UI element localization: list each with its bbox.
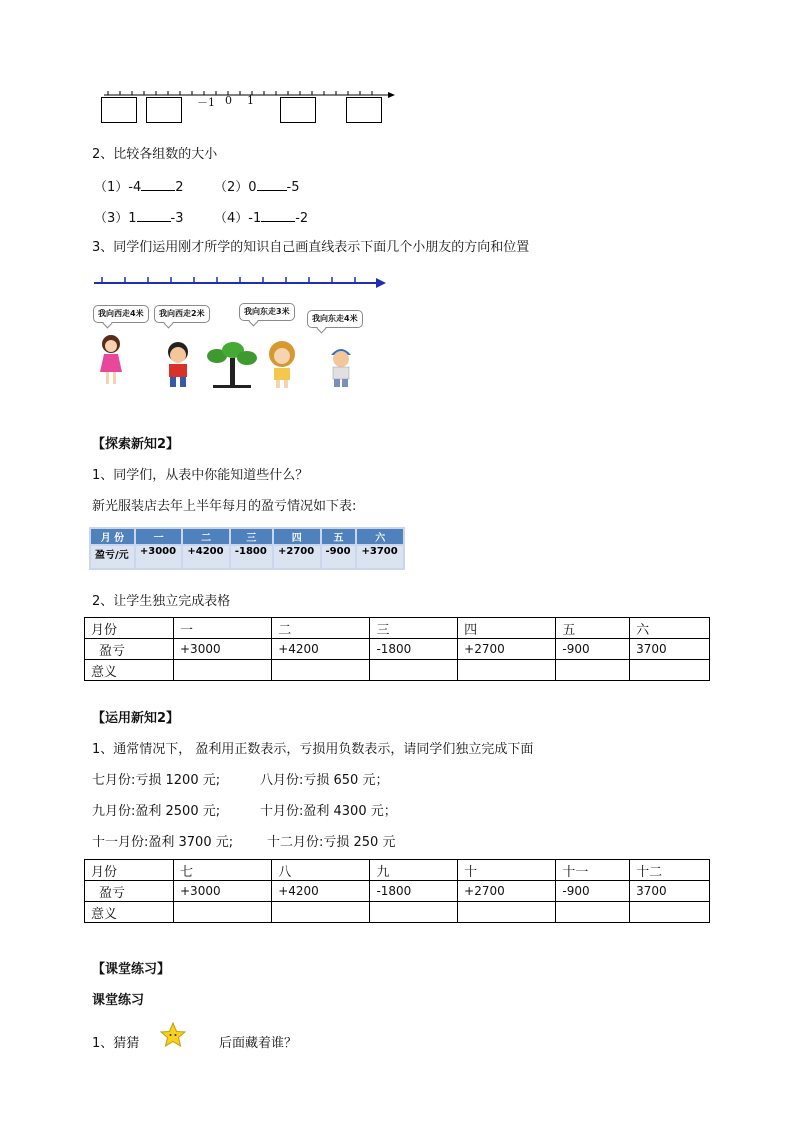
table-cell: 十一 xyxy=(556,860,630,881)
girl2-illustration xyxy=(265,338,299,390)
tree-illustration xyxy=(203,340,259,390)
answer-box-3[interactable] xyxy=(280,97,316,123)
table-cell: 二 xyxy=(272,618,370,639)
boy2-illustration xyxy=(323,343,359,389)
boy-illustration xyxy=(160,340,196,390)
table-cell: -900 xyxy=(556,639,630,660)
table-cell: 月份 xyxy=(85,860,174,881)
meaning-cell[interactable] xyxy=(174,902,272,923)
blue-row-cell: -1800 xyxy=(231,546,272,568)
table-cell: 3700 xyxy=(630,639,710,660)
blue-profit-table xyxy=(89,527,405,570)
meaning-cell[interactable] xyxy=(370,902,458,923)
tick-label-1: 1 xyxy=(247,94,254,107)
q2-item-3-label: （3）1 xyxy=(94,211,137,226)
table-cell: 盈亏 xyxy=(85,881,174,902)
q2-item-3 xyxy=(94,209,184,227)
apply2-line-1b: 八月份:亏损 650 元； xyxy=(260,773,389,788)
blue-row-cell: +2700 xyxy=(274,546,320,568)
girl-illustration xyxy=(96,332,126,388)
table-cell: 意义 xyxy=(85,660,174,681)
meaning-cell[interactable] xyxy=(458,902,556,923)
table-cell: +4200 xyxy=(272,881,370,902)
meaning-cell[interactable] xyxy=(556,660,630,681)
q3-title: 3、同学们运用刚才所学的知识自己画直线表示下面几个小朋友的方向和位置 xyxy=(92,240,530,255)
speech-bubble-3: 我向东走3米 xyxy=(239,303,295,321)
q2-item-2-answer: -5 xyxy=(286,180,300,195)
table-cell: 意义 xyxy=(85,902,174,923)
q2-item-2-label: （2）0 xyxy=(214,180,257,195)
practice-q1-pre: 1、猜猜 xyxy=(92,1036,140,1051)
blue-row-cell: -900 xyxy=(322,546,356,568)
blue-header-cell: 一 xyxy=(136,529,182,544)
answer-box-4[interactable] xyxy=(346,97,382,123)
blank[interactable] xyxy=(261,209,295,222)
table-cell: 九 xyxy=(370,860,458,881)
table-cell: 五 xyxy=(556,618,630,639)
q2-item-4-label: （4）-1 xyxy=(214,211,262,226)
blue-header-cell: 二 xyxy=(183,529,229,544)
speech-bubble-1: 我向西走4米 xyxy=(93,305,149,323)
q2-item-1-label: （1）-4 xyxy=(94,180,142,195)
meaning-cell[interactable] xyxy=(458,660,556,681)
blue-header-cell: 六 xyxy=(357,529,403,544)
blue-header-cell: 四 xyxy=(274,529,320,544)
table-cell: 六 xyxy=(630,618,710,639)
q2-item-3-answer: -3 xyxy=(170,211,184,226)
apply2-line-3b: 十二月份:亏损 250 元 xyxy=(267,835,396,850)
blank[interactable] xyxy=(137,209,171,222)
blue-header-cell: 三 xyxy=(231,529,272,544)
table-cell: -1800 xyxy=(370,881,458,902)
table-cell: 十二 xyxy=(630,860,710,881)
table-cell: +3000 xyxy=(174,881,272,902)
q2-item-1-answer: 2 xyxy=(175,180,184,195)
blank[interactable] xyxy=(141,178,175,191)
apply2-line-1a: 七月份:亏损 1200 元; xyxy=(92,773,221,788)
meaning-cell[interactable] xyxy=(630,902,710,923)
star-icon xyxy=(160,1022,186,1048)
explore2-intro: 新光服装店去年上半年每月的盈亏情况如下表: xyxy=(92,499,357,514)
q2-item-2 xyxy=(214,178,300,196)
blue-row-cell: +3000 xyxy=(136,546,182,568)
blue-number-line xyxy=(92,274,388,290)
apply2-q1: 1、通常情况下， 盈利用正数表示，亏损用负数表示，请同学们独立完成下面 xyxy=(92,742,534,757)
table-cell: 十 xyxy=(458,860,556,881)
q2-item-4-answer: -2 xyxy=(295,211,309,226)
table-cell: +2700 xyxy=(458,639,556,660)
apply2-line-2b: 十月份:盈利 4300 元； xyxy=(260,804,397,819)
explore2-heading: 【探索新知2】 xyxy=(92,437,180,452)
meaning-cell[interactable] xyxy=(272,902,370,923)
apply2-line-3a: 十一月份:盈利 3700 元; xyxy=(92,835,234,850)
table-cell: 七 xyxy=(174,860,272,881)
speech-bubble-2: 我向西走2米 xyxy=(154,305,210,323)
practice-heading: 【课堂练习】 xyxy=(92,962,171,977)
table-cell: 3700 xyxy=(630,881,710,902)
q2-title: 2、比较各组数的大小 xyxy=(92,147,218,162)
explore2-q1: 1、同学们，从表中你能知道些什么？ xyxy=(92,468,309,483)
table-cell: 四 xyxy=(458,618,556,639)
meaning-cell[interactable] xyxy=(370,660,458,681)
blue-row-cell: +4200 xyxy=(183,546,229,568)
table-cell: +3000 xyxy=(174,639,272,660)
table-cell: 八 xyxy=(272,860,370,881)
blue-header-cell: 五 xyxy=(322,529,356,544)
table-cell: +2700 xyxy=(458,881,556,902)
blue-row-cell: 盈亏/元 xyxy=(91,546,134,568)
apply2-line-2a: 九月份:盈利 2500 元; xyxy=(92,804,221,819)
explore2-q2: 2、让学生独立完成表格 xyxy=(92,594,231,609)
blank[interactable] xyxy=(257,178,287,191)
practice-q1-post: 后面藏着谁？ xyxy=(219,1036,298,1051)
meaning-cell[interactable] xyxy=(630,660,710,681)
q2-item-4 xyxy=(214,209,308,227)
table-cell: 一 xyxy=(174,618,272,639)
blue-row-cell: +3700 xyxy=(357,546,403,568)
answer-box-1[interactable] xyxy=(101,97,137,123)
answer-box-2[interactable] xyxy=(146,97,182,123)
tick-label-0: 0 xyxy=(225,94,232,107)
table-cell: 三 xyxy=(370,618,458,639)
blue-header-cell: 月 份 xyxy=(91,529,134,544)
table-cell: -900 xyxy=(556,881,630,902)
apply2-table xyxy=(84,859,710,923)
apply2-heading: 【运用新知2】 xyxy=(92,711,180,726)
explore2-table xyxy=(84,617,710,681)
meaning-cell[interactable] xyxy=(272,660,370,681)
table-cell: 月份 xyxy=(85,618,174,639)
q2-item-1 xyxy=(94,178,184,196)
meaning-cell[interactable] xyxy=(174,660,272,681)
tick-label-neg1: －1 xyxy=(197,96,215,109)
speech-bubble-4: 我向东走4米 xyxy=(307,310,363,328)
practice-sub: 课堂练习 xyxy=(92,993,145,1008)
table-cell: -1800 xyxy=(370,639,458,660)
meaning-cell[interactable] xyxy=(556,902,630,923)
table-cell: +4200 xyxy=(272,639,370,660)
table-cell: 盈亏 xyxy=(85,639,174,660)
